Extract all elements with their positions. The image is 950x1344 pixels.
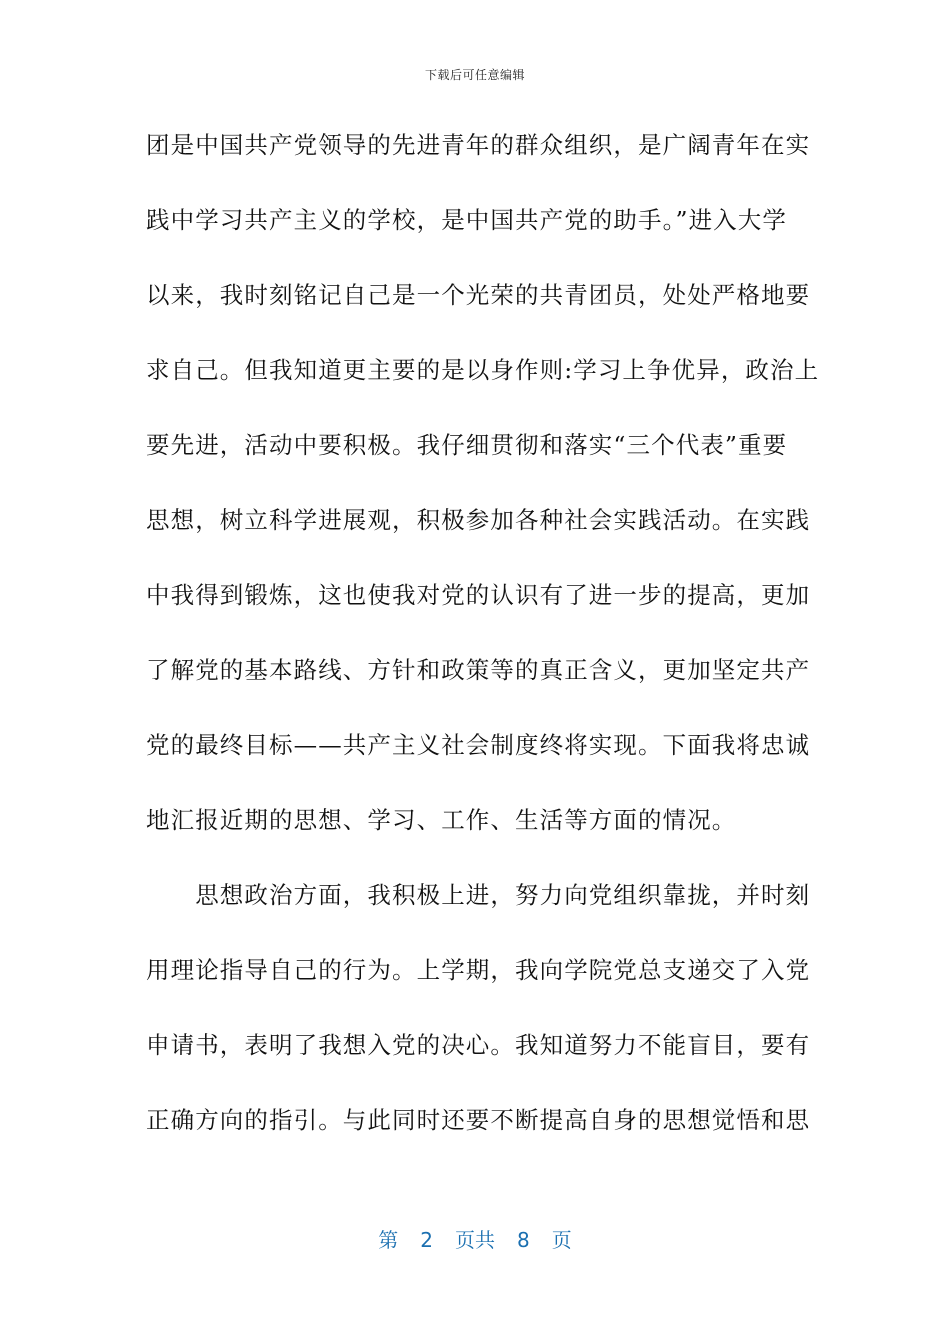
page-footer: [0, 1224, 950, 1253]
body-line: 求自己。但我知道更主要的是以身作则:学习上争优异，政治上: [146, 356, 820, 384]
page-footer-middle: 页共: [455, 1228, 495, 1252]
body-line: 申请书，表明了我想入党的决心。我知道努力不能盲目，要有: [146, 1031, 811, 1059]
body-line: 党的最终目标——共产主义社会制度终将实现。下面我将忠诚: [146, 731, 811, 759]
page-footer-prefix: 第: [378, 1228, 399, 1252]
body-line: 团是中国共产党领导的先进青年的群众组织，是广阔青年在实: [146, 131, 811, 159]
body-line: 要先进，活动中要积极。我仔细贯彻和落实“三个代表”重要: [146, 431, 788, 459]
body-line: 思想政治方面，我积极上进，努力向党组织靠拢，并时刻: [146, 881, 811, 909]
body-line: 用理论指导自己的行为。上学期，我向学院党总支递交了入党: [146, 956, 811, 984]
body-line: 中我得到锻炼，这也使我对党的认识有了进一步的提高，更加: [146, 581, 811, 609]
body-line: 践中学习共产主义的学校，是中国共产党的助手。”进入大学: [146, 206, 787, 234]
body-line: 地汇报近期的思想、学习、工作、生活等方面的情况。: [146, 806, 737, 834]
page-footer-suffix: 页: [551, 1228, 572, 1252]
current-page-number: 2: [420, 1228, 433, 1252]
header-note: 下载后可任意编辑: [424, 68, 525, 82]
body-line: 了解党的基本路线、方针和政策等的真正含义，更加坚定共产: [146, 656, 811, 684]
body-line: 正确方向的指引。与此同时还要不断提高自身的思想觉悟和思: [146, 1106, 811, 1134]
document-body: [146, 120, 820, 1170]
body-line: 思想，树立科学进展观，积极参加各种社会实践活动。在实践: [146, 506, 811, 534]
total-pages-number: 8: [517, 1228, 530, 1252]
body-line: 以来，我时刻铭记自己是一个光荣的共青团员，处处严格地要: [146, 281, 811, 309]
